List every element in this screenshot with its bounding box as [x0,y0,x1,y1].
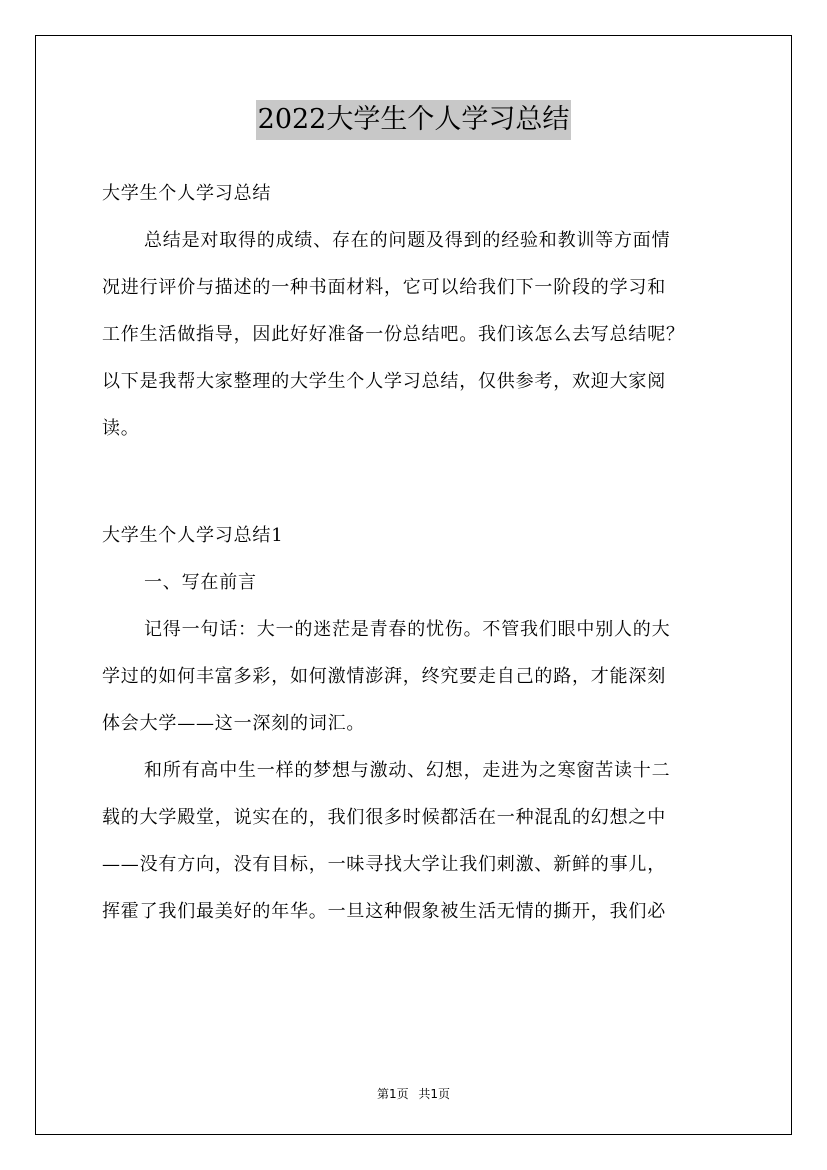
intro-line: 以下是我帮大家整理的大学生个人学习总结，仅供参考，欢迎大家阅 [102,371,666,392]
page-number: 第1页 [376,1087,409,1101]
paragraph-line: 和所有高中生一样的梦想与激动、幻想，走进为之寒窗苦读十二 [144,760,671,781]
page-footer [0,1085,827,1102]
paragraph-line: 载的大学殿堂，说实在的，我们很多时候都活在一种混乱的幻想之中 [102,807,666,828]
title-container [0,100,827,140]
paragraph-line: 体会大学——这一深刻的词汇。 [102,713,366,734]
page-total: 共1页 [418,1087,451,1101]
paragraph-line: 学过的如何丰富多彩，如何激情澎湃，终究要走自己的路，才能深刻 [102,666,666,687]
paragraph-line: ——没有方向，没有目标，一味寻找大学让我们刺激、新鲜的事儿， [102,854,666,875]
intro-line: 读。 [102,418,140,439]
paragraph-line: 挥霍了我们最美好的年华。一旦这种假象被生活无情的撕开，我们必 [102,901,666,922]
document-body [102,170,742,935]
intro-line: 况进行评价与描述的一种书面材料，它可以给我们下一阶段的学习和 [102,277,666,298]
section-heading: 大学生个人学习总结1 [102,525,284,546]
intro-line: 总结是对取得的成绩、存在的问题及得到的经验和教训等方面情 [144,230,671,251]
paragraph-line: 记得一句话：大一的迷茫是青春的忧伤。不管我们眼中别人的大 [144,619,671,640]
intro-line: 工作生活做指导，因此好好准备一份总结吧。我们该怎么去写总结呢？ [102,324,685,345]
document-title: 2022大学生个人学习总结 [256,100,572,140]
section-spacer [102,452,742,512]
section-subheading: 一、写在前言 [144,572,257,593]
intro-heading: 大学生个人学习总结 [102,183,272,204]
